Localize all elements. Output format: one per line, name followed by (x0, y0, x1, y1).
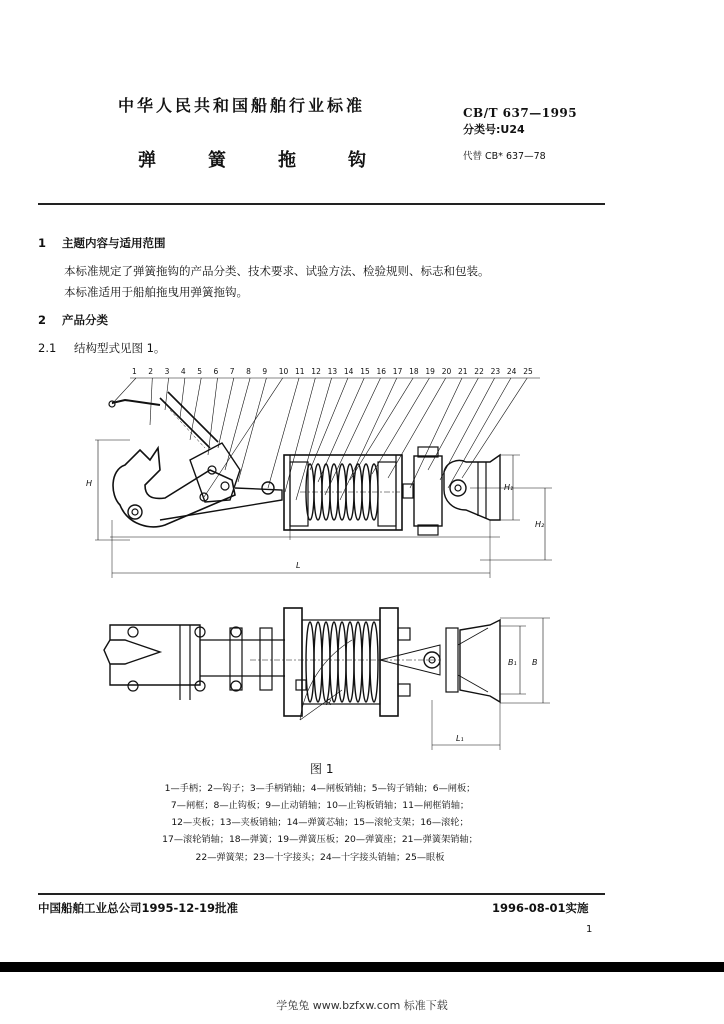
part-number-6: 6 (213, 367, 219, 376)
leader-line-17 (340, 378, 397, 500)
part-number-5: 5 (197, 367, 202, 376)
part-number-4: 4 (180, 367, 186, 376)
section-1-title: 主题内容与适用范围 (62, 236, 166, 250)
dim-label-l1: L₁ (456, 734, 464, 743)
part-number-2: 2 (148, 367, 154, 376)
leader-line-7 (218, 378, 234, 448)
spring-coil (306, 622, 314, 702)
leader-line-6 (208, 378, 218, 455)
dim-label-r: R (326, 698, 332, 707)
spring-coil (370, 622, 378, 702)
footer-divider (38, 893, 605, 895)
dim-label-h: H (86, 479, 93, 488)
legend-line-5: 22—弹簧架；23—十字接头；24—十字接头销轴；25—眼板 (195, 852, 445, 863)
section-2-title: 产品分类 (62, 313, 109, 327)
leader-line-2 (150, 378, 152, 425)
clause-2-1-number: 2.1 (38, 341, 57, 355)
standard-number: CB/T 637—1995 (463, 106, 578, 120)
section-2-heading (38, 312, 108, 328)
part-number-11: 11 (295, 367, 305, 376)
header-divider (38, 203, 605, 205)
page-number: 1 (586, 924, 593, 935)
part-number-25: 25 (523, 367, 533, 376)
spring-coil (314, 622, 322, 702)
part-number-12: 12 (311, 367, 321, 376)
leader-line-9 (238, 378, 266, 482)
effective-date: 1996-08-01实施 (492, 901, 589, 915)
spring-coil (362, 622, 370, 702)
part-number-1: 1 (132, 367, 137, 376)
part-number-3: 3 (164, 367, 170, 376)
leader-line-25 (462, 378, 527, 478)
dim-label-b: B (532, 658, 538, 667)
section-1-heading (38, 235, 166, 251)
leader-line-20 (388, 378, 446, 478)
leader-line-19 (372, 378, 429, 474)
part-number-16: 16 (376, 367, 387, 376)
watermark-text: 学兔兔 www.bzfxw.com 标准下载 (276, 999, 448, 1012)
legend-line-2: 7—闸框；8—止钩板；9—止动销轴；10—止钩板销轴；11—闸框销轴； (170, 800, 470, 811)
figure-caption: 图 1 (310, 762, 334, 776)
classification-number: 分类号:U24 (463, 123, 525, 136)
org-title: 中华人民共和国船舶行业标准 (118, 96, 366, 115)
approval-statement: 中国船舶工业总公司1995-12-19批准 (38, 901, 239, 915)
part-number-13: 13 (327, 367, 338, 376)
dim-label-h1: H₁ (504, 483, 514, 492)
leader-line-4 (180, 378, 185, 418)
dim-label-l: L (296, 561, 301, 570)
part-number-labels (132, 367, 533, 376)
part-number-9: 9 (262, 367, 268, 376)
section-2-number: 2 (38, 313, 47, 327)
leader-line-8 (225, 378, 250, 470)
replaces-standard: 代替 CB* 637—78 (463, 151, 546, 162)
spring-coil (354, 622, 362, 702)
part-number-19: 19 (425, 367, 435, 376)
section-1-number: 1 (38, 236, 47, 250)
spring-coil (330, 622, 338, 702)
paragraph-application: 本标准适用于船舶拖曳用弹簧拖钩。 (64, 285, 248, 299)
part-number-23: 23 (490, 367, 501, 376)
paragraph-scope: 本标准规定了弹簧拖钩的产品分类、技术要求、试验方法、检验规则、标志和包装。 (64, 264, 490, 278)
legend-line-4: 17—滚轮销轴；18—弹簧；19—弹簧压板；20—弹簧座；21—弹簧架销轴； (162, 834, 478, 845)
part-number-10: 10 (278, 367, 289, 376)
part-number-14: 14 (343, 367, 354, 376)
part-number-15: 15 (360, 367, 370, 376)
part-number-24: 24 (506, 367, 517, 376)
leader-line-14 (310, 378, 348, 470)
part-number-17: 17 (392, 367, 403, 376)
part-number-20: 20 (441, 367, 452, 376)
leader-line-24 (448, 378, 511, 488)
scan-edge-band (0, 962, 724, 972)
part-number-18: 18 (409, 367, 419, 376)
doc-title: 弹簧拖钩 (138, 150, 418, 171)
legend-line-1: 1—手柄；2—钩子；3—手柄销轴；4—闸板销轴；5—钩子销轴；6—闸板； (164, 783, 476, 794)
figure-1-drawing (0, 360, 724, 760)
clause-2-1-text: 结构型式见图 1。 (73, 341, 166, 355)
legend-line-3: 12—夹板；13—夹板销轴；14—弹簧芯轴；15—滚轮支架；16—滚轮； (171, 817, 469, 828)
leader-lines (112, 378, 540, 500)
leader-line-10 (204, 378, 283, 497)
part-number-8: 8 (246, 367, 251, 376)
clause-2-1 (38, 340, 165, 356)
dim-label-b1: B₁ (508, 658, 517, 667)
side-view (95, 392, 552, 578)
part-number-21: 21 (458, 367, 468, 376)
part-number-22: 22 (474, 367, 484, 376)
dim-label-h2: H₂ (535, 520, 545, 529)
spring-coil (346, 622, 354, 702)
part-number-7: 7 (229, 367, 235, 376)
top-view (104, 608, 550, 750)
